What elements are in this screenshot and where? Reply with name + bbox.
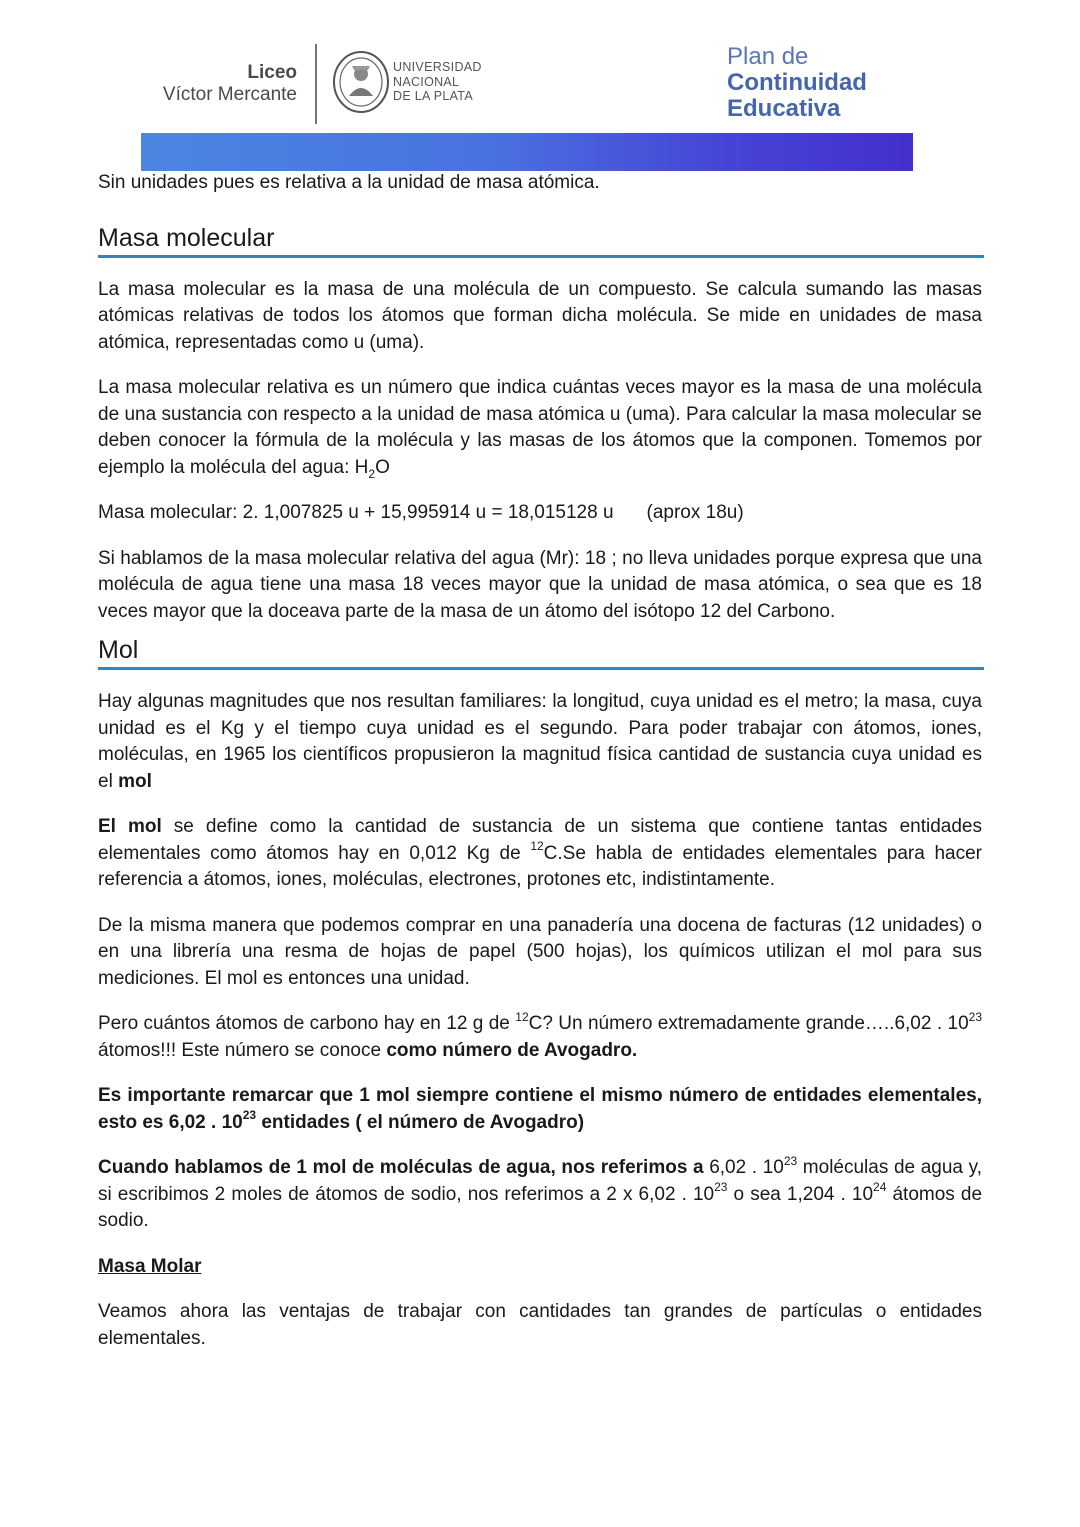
section-title-mol: Mol xyxy=(98,635,984,670)
paragraph: La masa molecular relativa es un número que indica cuántas veces mayor es la masa de una molécula de una sustancia con respecto a la unidad de masa atómica u (uma). Para calcular la masa molecular se deben conocer la fórmula de la molécula y las masas de los átomos que la componen. Tomemos por ejemplo la molécula del agua: $H_2O$ xyxy=(98,377,982,481)
paragraph: El mol se define como la cantidad de sustancia de un sistema que contiene tantas entidades elementales como átomos hay en 0,012 Kg de $^{12}$C.Se habla de entidades elementales para hacer referencia a átomos, iones, moléculas, electrones, protones etc, indistintamente. xyxy=(98,816,982,890)
subsection-title-masa-molar: Masa Molar xyxy=(98,1255,202,1277)
university-seal-icon xyxy=(332,50,390,114)
university-line-3: DE LA PLATA xyxy=(393,89,473,103)
header-banner xyxy=(141,133,913,171)
paragraph: Veamos ahora las ventajas de trabajar con cantidades tan grandes de partículas o entidades elementales. xyxy=(98,1301,982,1349)
university-name xyxy=(393,60,482,104)
section-title-masa-molecular: Masa molecular xyxy=(98,223,984,258)
paragraph: Si hablamos de la masa molecular relativa del agua (Mr): 18 ; no lleva unidades porque expresa que una molécula de agua tiene una masa 18 veces mayor que la unidad de masa atómica, o sea que es 18 veces mayor que la doceava parte de la masa de un átomo del isótopo 12 del Carbono. xyxy=(98,547,982,622)
logo-divider xyxy=(315,44,317,124)
paragraph: De la misma manera que podemos comprar en una panadería una docena de facturas (12 unidades) o en una librería una resma de hojas de papel (500 hojas), los químicos utilizan el mol para sus mediciones. El mol es entonces una unidad. xyxy=(98,914,982,989)
plan-line-1: Plan de xyxy=(727,43,809,70)
plan-line-3: Educativa xyxy=(727,95,841,122)
paragraph-emphasis: Es importante remarcar que 1 mol siempre contiene el mismo número de entidades elementales, esto es 6,02 . $10^{23}$ entidades ( el número de Avogadro) xyxy=(98,1085,982,1133)
paragraph: La masa molecular es la masa de una molécula de un compuesto. Se calcula sumando las masas atómicas relativas de todos los átomos que forman dicha molécula. Se mide en unidades de masa atómica, representadas como u (uma). xyxy=(98,278,982,353)
university-line-2: NACIONAL xyxy=(393,74,460,89)
liceo-name: Liceo xyxy=(247,62,297,83)
page-header xyxy=(0,0,1080,172)
paragraph: Cuando hablamos de 1 mol de moléculas de agua, nos referimos a 6,02 . $10^{23}$ moléculas de agua y, si escribimos 2 moles de átomos de sodio, nos referimos a 2 x 6,02 . $10^{23}$ o sea 1,204 . $10^{24}$ átomos de sodio. xyxy=(98,1153,983,1231)
plan-continuidad-logo xyxy=(727,44,867,122)
document-body xyxy=(98,168,982,1352)
liceo-logo-text xyxy=(163,62,297,106)
paragraph: Pero cuántos átomos de carbono hay en 12 g de $^{12}$C? Un número extremadamente grande…..6,02 . $10^{23}$ átomos!!! Este número se conoce como número de Avogadro. xyxy=(98,1009,982,1061)
liceo-subname: Víctor Mercante xyxy=(162,84,297,105)
formula-line: Masa molecular: 2. 1,007825 u + 15,995914 u = 18,015128 u (aprox 18u) xyxy=(98,502,744,523)
paragraph: Hay algunas magnitudes que nos resultan familiares: la longitud, cuya unidad es el metro; la masa, cuya unidad es el Kg y el tiempo cuya unidad es el segundo. Para poder trabajar con átomos, iones, moléculas, en 1965 los científicos propusieron la magnitud física cantidad de sustancia cuya unidad es el mol xyxy=(98,691,982,792)
university-line-1: UNIVERSIDAD xyxy=(393,60,482,74)
intro-line: Sin unidades pues es relativa a la unidad de masa atómica. xyxy=(98,172,600,193)
plan-line-2: Continuidad xyxy=(727,69,867,96)
